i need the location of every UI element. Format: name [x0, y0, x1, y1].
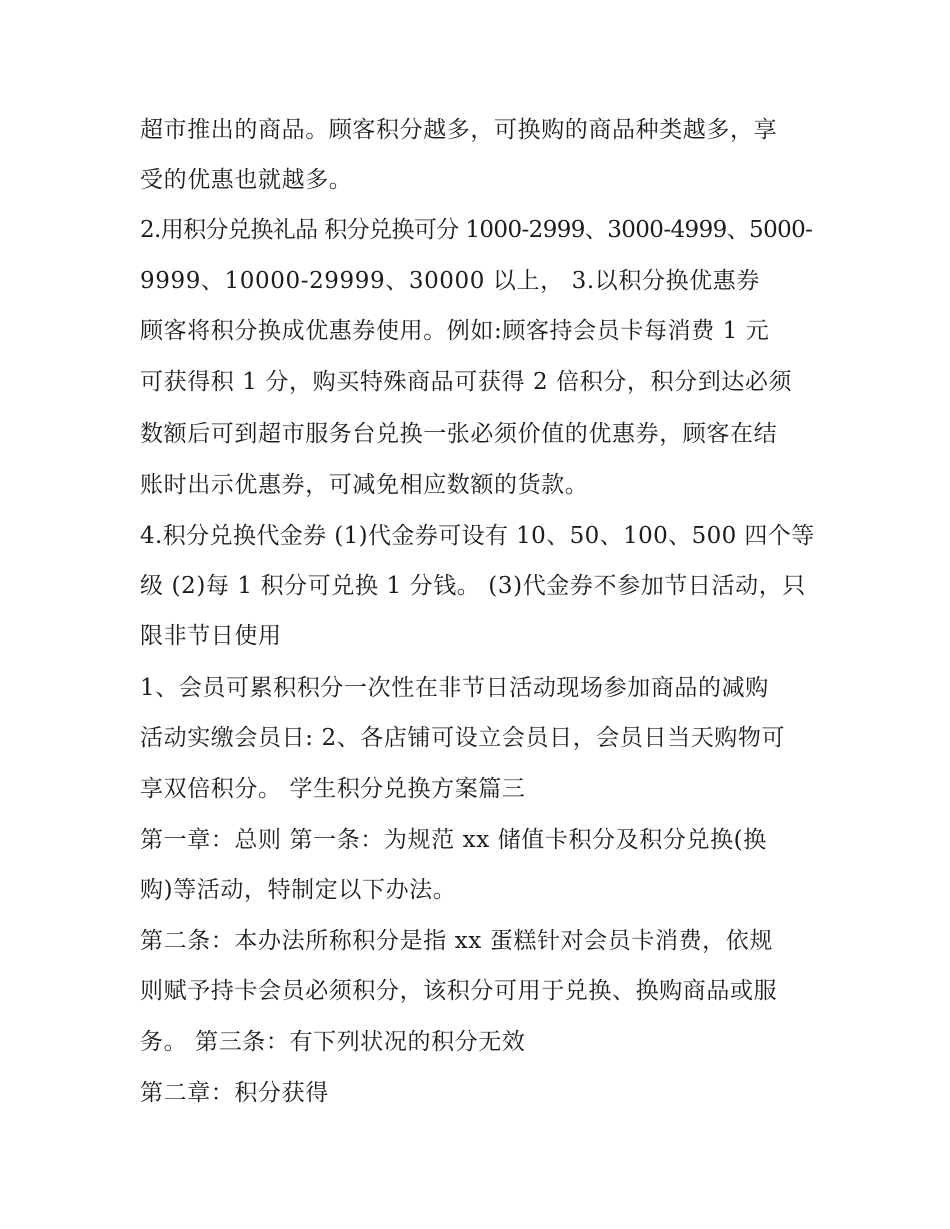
text-line: 第二章：积分获得: [140, 1080, 329, 1106]
text-line: 第一章：总则 第一条：为规范 xx 储值卡积分及积分兑换(换: [140, 827, 767, 853]
text-line: 超市推出的商品。顾客积分越多，可换购的商品种类越多，享: [140, 117, 778, 143]
text-line: 1、会员可累积积分一次性在非节日活动现场参加商品的减购: [140, 675, 769, 701]
text-line: 务。 第三条：有下列状况的积分无效: [140, 1029, 526, 1055]
text-line: 购)等活动，特制定以下办法。: [140, 877, 457, 903]
text-line: 则赋予持卡会员必须积分，该积分可用于兑换、换购商品或服: [140, 978, 778, 1004]
text-line: 数额后可到超市服务台兑换一张必须价值的优惠券，顾客在结: [140, 421, 778, 447]
text-line: 级 (2)每 1 积分可兑换 1 分钱。 (3)代金券不参加节日活动，只: [140, 573, 806, 599]
text-line: 活动实缴会员日: 2、各店铺可设立会员日，会员日当天购物可: [140, 725, 786, 751]
text-line: 受的优惠也就越多。: [140, 167, 353, 193]
text-line: 可获得积 1 分，购买特殊商品可获得 2 倍积分，积分到达必须: [140, 369, 793, 395]
text-line: 限非节日使用: [140, 623, 282, 649]
text-line: 第二条：本办法所称积分是指 xx 蛋糕针对会员卡消费，依规: [140, 928, 773, 954]
text-line: 9999、10000-29999、30000 以上， 3.以积分换优惠券: [140, 268, 760, 294]
text-line: 账时出示优惠券，可减免相应数额的货款。: [140, 472, 589, 498]
text-line: 2.用积分兑换礼品 积分兑换可分 1000-2999、3000-4999、5000-: [140, 217, 813, 243]
text-line: 享双倍积分。 学生积分兑换方案篇三: [140, 776, 526, 802]
text-line: 4.积分兑换代金券 (1)代金券可设有 10、50、100、500 四个等: [140, 523, 815, 549]
text-line: 顾客将积分换成优惠券使用。例如:顾客持会员卡每消费 1 元: [140, 318, 770, 344]
